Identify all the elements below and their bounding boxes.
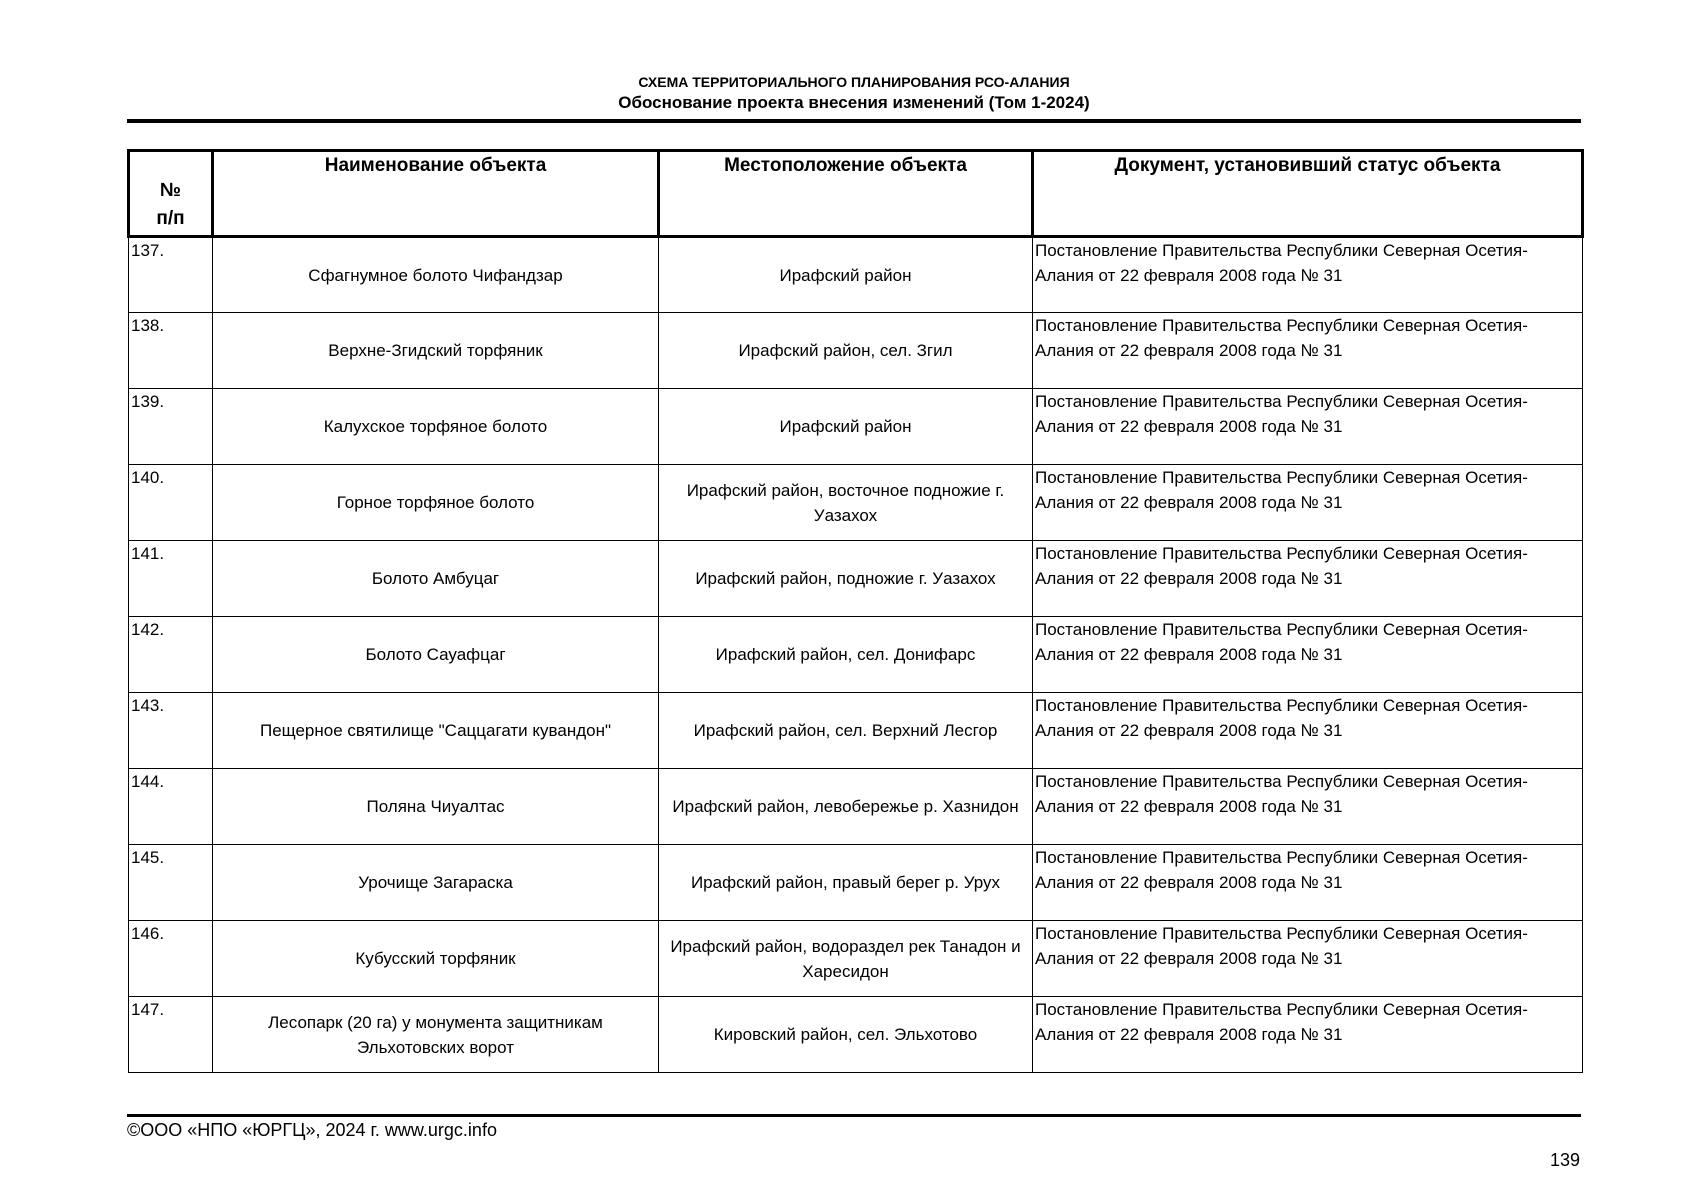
row-number: 143. xyxy=(129,693,213,769)
object-location: Ирафский район xyxy=(659,237,1033,313)
row-number: 145. xyxy=(129,845,213,921)
row-number: 140. xyxy=(129,465,213,541)
object-location: Ирафский район, восточное подножие г. Уазахох xyxy=(659,465,1033,541)
object-name: Сфагнумное болото Чифандзар xyxy=(213,237,659,313)
footer-rule xyxy=(127,1114,1581,1117)
table-row xyxy=(129,693,1583,769)
object-name: Горное торфяное болото xyxy=(213,465,659,541)
status-document: Постановление Правительства Республики Северная Осетия-Алания от 22 февраля 2008 года № 31 xyxy=(1033,693,1583,769)
status-document: Постановление Правительства Республики Северная Осетия-Алания от 22 февраля 2008 года № 31 xyxy=(1033,237,1583,313)
object-location: Ирафский район, левобережье р. Хазнидон xyxy=(659,769,1033,845)
page-number: 139 xyxy=(1549,1150,1580,1170)
status-document: Постановление Правительства Республики Северная Осетия-Алания от 22 февраля 2008 года № 31 xyxy=(1033,541,1583,617)
status-document: Постановление Правительства Республики Северная Осетия-Алания от 22 февраля 2008 года № 31 xyxy=(1033,921,1583,997)
objects-table xyxy=(127,149,1584,1073)
header-subtitle: Обоснование проекта внесения изменений (Том 1-2024) xyxy=(618,93,1090,112)
status-document: Постановление Правительства Республики Северная Осетия-Алания от 22 февраля 2008 года № 31 xyxy=(1033,997,1583,1073)
status-document: Постановление Правительства Республики Северная Осетия-Алания от 22 февраля 2008 года № 31 xyxy=(1033,313,1583,389)
object-location: Ирафский район xyxy=(659,389,1033,465)
column-header-number xyxy=(129,151,213,237)
object-name: Урочище Загараска xyxy=(213,845,659,921)
table-header-row xyxy=(129,151,1583,237)
object-location: Кировский район, сел. Эльхотово xyxy=(659,997,1033,1073)
row-number: 142. xyxy=(129,617,213,693)
object-name: Болото Сауафцаг xyxy=(213,617,659,693)
object-location: Ирафский район, сел. Згил xyxy=(659,313,1033,389)
table-row xyxy=(129,921,1583,997)
row-number: 137. xyxy=(129,237,213,313)
header-rule xyxy=(127,119,1581,123)
column-header-number-line2: п/п xyxy=(156,208,185,229)
object-name: Верхне-Згидский торфяник xyxy=(213,313,659,389)
table-row xyxy=(129,845,1583,921)
object-location: Ирафский район, подножие г. Уазахох xyxy=(659,541,1033,617)
object-location: Ирафский район, водораздел рек Танадон и Харесидон xyxy=(659,921,1033,997)
row-number: 141. xyxy=(129,541,213,617)
object-location: Ирафский район, правый берег р. Урух xyxy=(659,845,1033,921)
object-name: Калухское торфяное болото xyxy=(213,389,659,465)
object-name: Лесопарк (20 га) у монумента защитникам Эльхотовских ворот xyxy=(213,997,659,1073)
object-name: Болото Амбуцаг xyxy=(213,541,659,617)
status-document: Постановление Правительства Республики Северная Осетия-Алания от 22 февраля 2008 года № 31 xyxy=(1033,389,1583,465)
status-document: Постановление Правительства Республики Северная Осетия-Алания от 22 февраля 2008 года № 31 xyxy=(1033,769,1583,845)
row-number: 147. xyxy=(129,997,213,1073)
column-header-name: Наименование объекта xyxy=(213,151,659,237)
row-number: 138. xyxy=(129,313,213,389)
status-document: Постановление Правительства Республики Северная Осетия-Алания от 22 февраля 2008 года № 31 xyxy=(1033,465,1583,541)
status-document: Постановление Правительства Республики Северная Осетия-Алания от 22 февраля 2008 года № 31 xyxy=(1033,845,1583,921)
row-number: 144. xyxy=(129,769,213,845)
object-location: Ирафский район, сел. Верхний Лесгор xyxy=(659,693,1033,769)
row-number: 139. xyxy=(129,389,213,465)
object-name: Пещерное святилище "Саццагати кувандон" xyxy=(213,693,659,769)
table-row xyxy=(129,541,1583,617)
table-row xyxy=(129,617,1583,693)
object-location: Ирафский район, сел. Донифарс xyxy=(659,617,1033,693)
table-row xyxy=(129,237,1583,313)
header-title: СХЕМА ТЕРРИТОРИАЛЬНОГО ПЛАНИРОВАНИЯ РСО-АЛАНИЯ xyxy=(638,74,1070,90)
table-row xyxy=(129,465,1583,541)
table-row xyxy=(129,313,1583,389)
copyright-text: ©ООО «НПО «ЮРГЦ», 2024 г. www.urgc.info xyxy=(127,1120,497,1140)
column-header-document: Документ, установивший статус объекта xyxy=(1033,151,1583,237)
table-body xyxy=(129,237,1583,1073)
object-name: Кубусский торфяник xyxy=(213,921,659,997)
table-row xyxy=(129,389,1583,465)
column-header-number-line1: № xyxy=(159,180,182,201)
status-document: Постановление Правительства Республики Северная Осетия-Алания от 22 февраля 2008 года № 31 xyxy=(1033,617,1583,693)
page-header xyxy=(127,72,1581,114)
column-header-location: Местоположение объекта xyxy=(659,151,1033,237)
object-name: Поляна Чиуалтас xyxy=(213,769,659,845)
table-row xyxy=(129,997,1583,1073)
table-row xyxy=(129,769,1583,845)
row-number: 146. xyxy=(129,921,213,997)
